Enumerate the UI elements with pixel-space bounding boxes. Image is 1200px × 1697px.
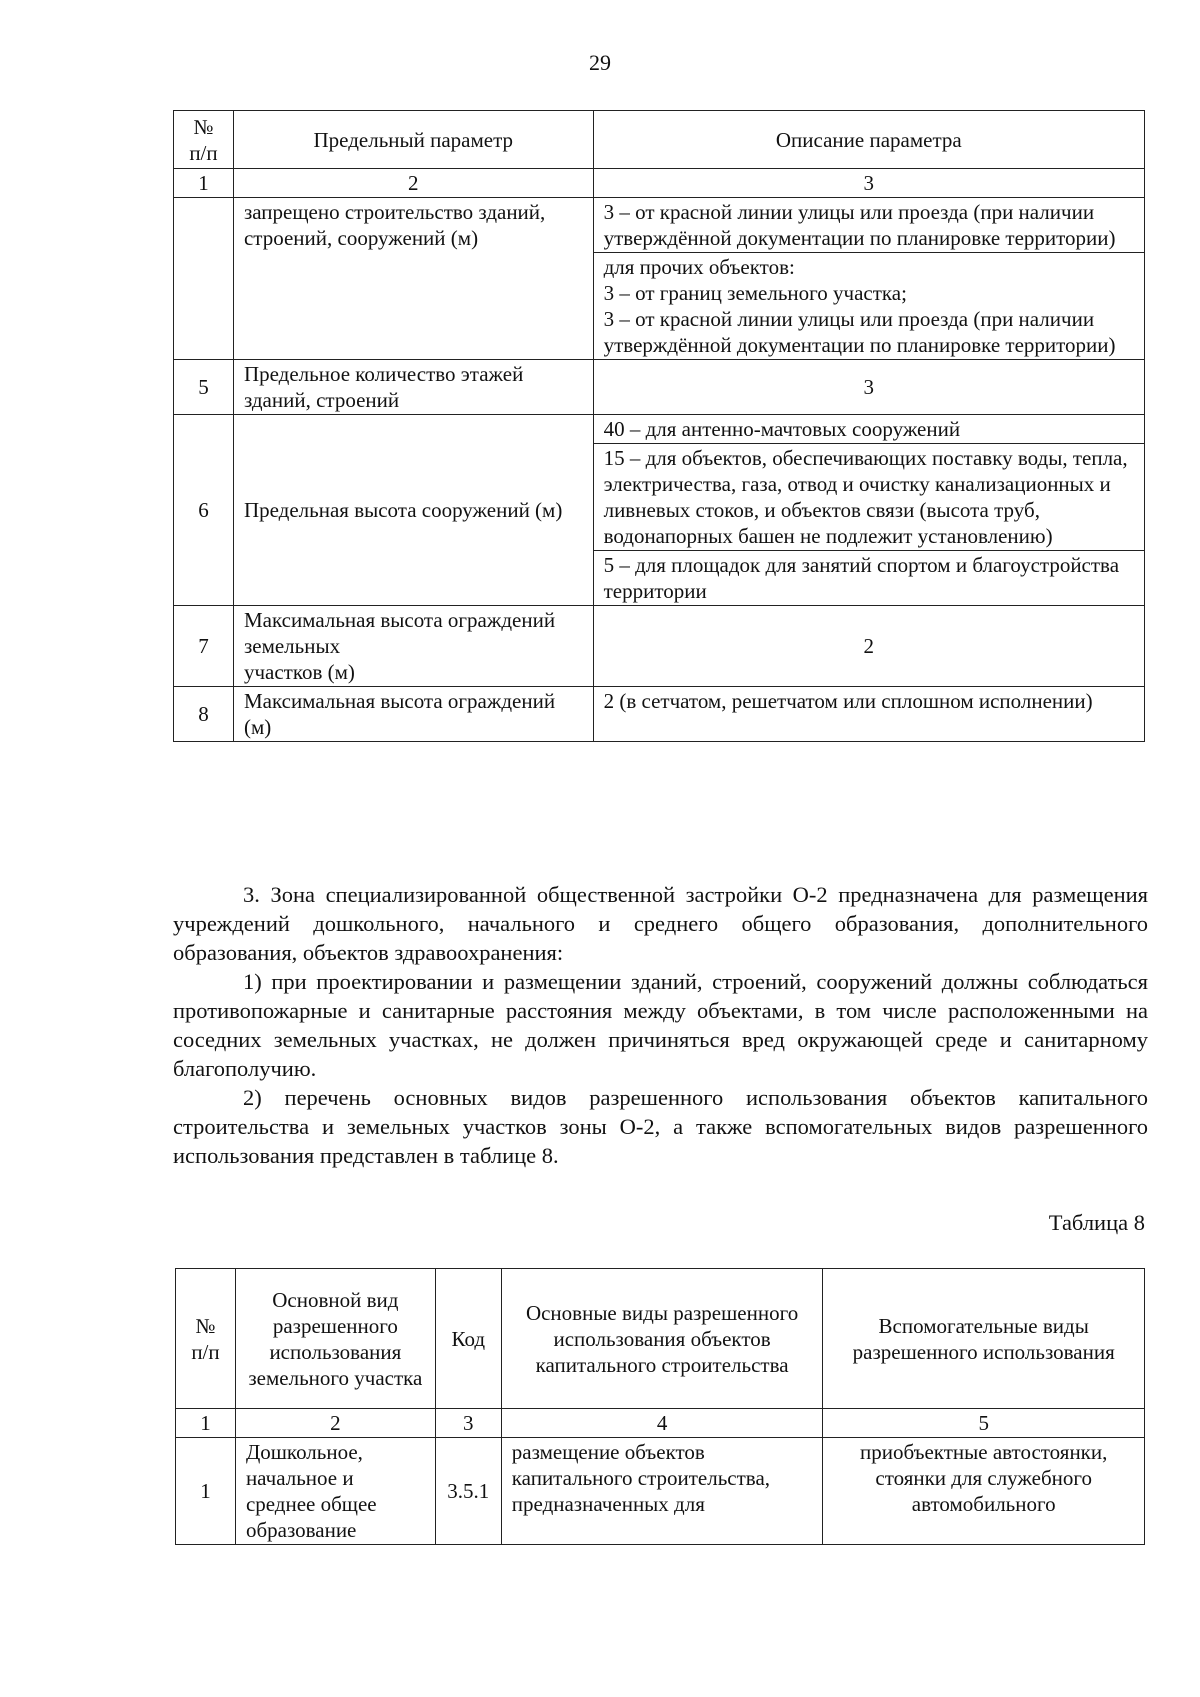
desc-line: 3 – от красной линии улицы или проезда (при наличии утверждённой документации по планировке территории) xyxy=(603,307,1116,357)
header-code: Код xyxy=(435,1269,501,1409)
col-number: 1 xyxy=(176,1409,236,1438)
col-number: 2 xyxy=(235,1409,435,1438)
header-aux: Вспомогательные виды разрешенного использования xyxy=(823,1269,1145,1409)
col-number: 5 xyxy=(823,1409,1145,1438)
cell-num: 5 xyxy=(174,360,234,415)
paragraph-item-2: 2) перечень основных видов разрешенного использования объектов капитального строительства и земельных участков зоны О-2, а также вспомогательных видов разрешенного использования представлен в таблице 8. xyxy=(173,1085,1148,1168)
cell-desc: 3 – от красной линии улицы или проезда (при наличии утверждённой документации по планировке территории) xyxy=(593,198,1144,253)
col-number: 3 xyxy=(593,169,1144,198)
cell-param xyxy=(233,606,593,687)
col-number: 3 xyxy=(435,1409,501,1438)
cell-main-use: Дошкольное, начальное и среднее общее образование xyxy=(235,1438,435,1545)
col-number: 2 xyxy=(233,169,593,198)
cell-desc xyxy=(593,253,1144,360)
cell-num-empty xyxy=(174,198,234,360)
paragraph-zone-o2: 3. Зона специализированной общественной застройки О-2 предназначена для размещения учреждений дошкольного, начального и среднего общего образования, дополнительного образования, объектов здравоохранения: xyxy=(173,882,1148,965)
cell-aux: приобъектные автостоянки, стоянки для служебного автомобильного xyxy=(823,1438,1145,1545)
cell-num: 8 xyxy=(174,687,234,742)
header-num: № п/п xyxy=(174,111,234,169)
param-line: земельных xyxy=(243,634,341,658)
cell-desc: 2 xyxy=(593,606,1144,687)
table-8 xyxy=(175,1268,1145,1545)
header-desc: Описание параметра xyxy=(593,111,1144,169)
cell-num: 1 xyxy=(176,1438,236,1545)
cell-param: запрещено строительство зданий, строений, сооружений (м) xyxy=(233,198,593,360)
header-objects: Основные виды разрешенного использования объектов капитального строительства xyxy=(501,1269,823,1409)
col-number: 1 xyxy=(174,169,234,198)
header-main-use: Основной вид разрешенного использования земельного участка xyxy=(235,1269,435,1409)
header-param: Предельный параметр xyxy=(233,111,593,169)
page-number: 29 xyxy=(589,50,611,75)
param-line: Максимальная высота ограждений xyxy=(243,608,556,632)
cell-param: Максимальная высота ограждений (м) xyxy=(233,687,593,742)
cell-desc: 15 – для объектов, обеспечивающих поставку воды, тепла, электричества, газа, отвод и очистку канализационных и ливневых стоков, и объектов связи (высота труб, водонапорных башен не подлежит установлению) xyxy=(593,444,1144,551)
cell-num: 7 xyxy=(174,606,234,687)
cell-desc: 2 (в сетчатом, решетчатом или сплошном исполнении) xyxy=(593,687,1144,742)
cell-param: Предельное количество этажей зданий, строений xyxy=(233,360,593,415)
cell-desc: 40 – для антенно-мачтовых сооружений xyxy=(593,415,1144,444)
cell-code: 3.5.1 xyxy=(435,1438,501,1545)
desc-line: для прочих объектов: xyxy=(603,255,795,279)
table-caption: Таблица 8 xyxy=(1048,1210,1145,1235)
paragraph-item-1: 1) при проектировании и размещении зданий, строений, сооружений должны соблюдаться противопожарные и санитарные расстояния между объектами, в том числе расположенными на соседних земельных участках, не должен причиняться вред окружающей среде и санитарному благополучию. xyxy=(173,969,1148,1081)
cell-desc: 5 – для площадок для занятий спортом и благоустройства территории xyxy=(593,551,1144,606)
col-number: 4 xyxy=(501,1409,823,1438)
param-line: участков (м) xyxy=(243,660,355,684)
desc-line: 3 – от границ земельного участка; xyxy=(603,281,907,305)
cell-num: 6 xyxy=(174,415,234,606)
cell-objects: размещение объектов капитального строительства, предназначенных для xyxy=(501,1438,823,1545)
parameters-table xyxy=(173,110,1145,742)
header-num: № п/п xyxy=(176,1269,236,1409)
cell-param: Предельная высота сооружений (м) xyxy=(233,415,593,606)
cell-desc: 3 xyxy=(593,360,1144,415)
